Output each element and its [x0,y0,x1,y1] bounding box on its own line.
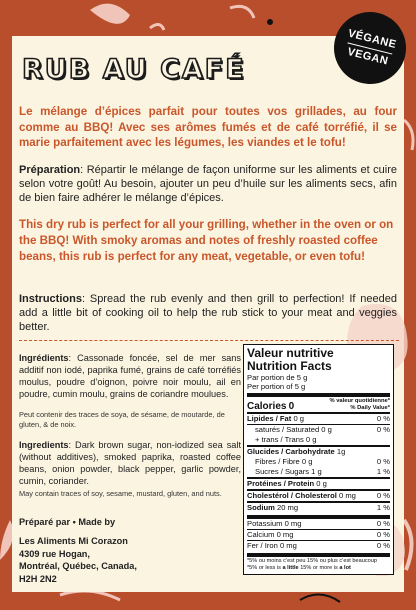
nutrient-amount: 0 g [305,435,317,444]
nutrient-amount: 0 g [316,479,327,488]
footnote-fr: *5% ou moins c’est peu 15% ou plus c’est beaucoup [247,558,377,564]
badge-fr: VÉGANE [346,26,398,51]
nutrient-label: Potassium [247,519,283,528]
nutrition-row [247,479,390,489]
nutrient-daily-value: 1 % [376,503,390,512]
nutrient-label: Sucres / Sugars [255,467,310,476]
preparation-fr [19,163,397,205]
nutrient-daily-value: 0 % [376,491,390,500]
company-address [19,535,241,585]
portion-en: Per portion of 5 g [247,382,306,391]
calories-value: 0 [288,401,295,412]
nutrient-label: saturés / Saturated [255,425,320,434]
allergens-fr: Peut contenir des traces de soya, de sésame, de moutarde, de gluten, & de noix. [19,410,225,429]
ingredients-fr-text: : Cassonade foncée, sel de mer sans additif non iodé, paprika fumé, grains de café torréfiés moulus, poudre d’oignon, poivre noir moulu, ail en poudre, cumin moulu, grains de coriandre moulues. [19,353,241,399]
nutrient-amount: 20 mg [276,503,299,512]
ingredients-en-text: : Dark brown sugar, non-iodized sea salt (without additives), smoked paprika, roasted coffee beans, onion powder, black pepper, garlic powder, cumin, coriander. [19,440,241,486]
calories-label: Calories [247,401,287,412]
company-city: Montréal, Québec, Canada, [19,561,137,571]
nutrient-label: Cholestérol / Cholesterol [247,491,337,500]
nutrient-amount: 0 g [301,457,313,466]
nutrition-row [247,457,390,467]
nutrient-daily-value: 1 % [376,467,390,476]
section-divider [19,340,399,341]
company-street: 4309 rue Hogan, [19,548,90,559]
nutrient-amount: 0 g [321,425,332,434]
nutrition-row [247,467,390,477]
ingredients-fr-label: Ingrédients [19,353,69,363]
nutrition-row [247,447,390,457]
nutrient-amount: 0 g [293,414,304,423]
nutrition-row [247,503,390,513]
nutrition-title-en: Nutrition Facts [247,359,332,373]
footnote-en-part1: *5% or less is [247,564,281,571]
footnote-en-part2: a little [282,564,299,571]
ingredients-en [19,439,241,487]
description-fr: Le mélange d’épices parfait pour toutes vos grillades, au four comme au BBQ! Avec ses arômes fumés et de café torréfié, il se marie parfaitement avec les légumes, les viandes et le tofu! [19,105,397,149]
nutrient-daily-value: 0 % [376,519,390,528]
nutrient-label: Protéines / Protein [247,479,315,488]
nutrient-amount: 1 g [311,467,322,476]
made-by [19,516,241,528]
preparation-label: Préparation [19,164,81,176]
nutrient-label: Fibres / Fibre [255,457,300,466]
nutrient-label: Fer / Iron [247,541,278,550]
nutrient-daily-value: 0 % [376,457,390,466]
footnote-en [247,565,390,572]
nutrition-row [247,491,390,501]
label-card [12,36,404,592]
nutrient-label: Glucides / Carbohydrate [247,447,335,456]
nutrition-row [247,414,390,424]
ingredients-en-label: Ingredients [19,440,69,450]
instructions-en [19,292,397,334]
instructions-text: : Spread the rub evenly and then grill to perfection! If needed add a little bit of cooking oil to help the rub stick to your meat and veggies better. [19,293,397,333]
nutrient-daily-value: 0 % [376,425,390,434]
nutrition-row [247,541,390,551]
nutrient-amount: 1g [336,447,346,456]
nutrient-daily-value: 0 % [376,414,390,423]
badge-en: VEGAN [346,45,390,68]
portion-fr: Par portion de 5 g [247,373,308,382]
nutrient-amount: 0 mg [279,541,297,550]
nutrition-row [247,425,390,435]
nutrient-label: Lipides / Fat [247,414,292,423]
company-name: Les Aliments Mi Corazon [19,536,128,546]
product-title: RUB AU CAFÉ [22,54,246,85]
nutrition-row [247,519,390,529]
nutrient-label: Sodium [247,503,275,512]
preparation-text: : Répartir le mélange de façon uniforme sur les aliments et cuire selon votre goût! Au besoin, ajouter un peu d’huile sur les aliments secs, afin de bien faire adhérer le mélange d’épices. [19,164,397,204]
nutrient-amount: 0 mg [276,530,294,539]
nutrient-amount: 0 mg [339,491,356,500]
instructions-label: Instructions [19,293,82,305]
nutrient-label: Calcium [247,530,275,539]
nutrient-amount: 0 mg [284,519,302,528]
nutrient-daily-value: 0 % [376,541,390,550]
nutrition-row [247,530,390,540]
dv-header-fr: % valeur quotidienne* [329,398,390,404]
description-en: This dry rub is perfect for all your grilling, whether in the oven or on the BBQ! With smoky aromas and notes of freshly roasted coffee beans, this rub is perfect for any meat, vegetable, or even tofu! [19,218,394,263]
allergens-en: May contain traces of soy, sesame, mustard, gluten, and nuts. [19,489,222,498]
nutrition-title-fr: Valeur nutritive [247,346,334,360]
nutrition-facts-table [243,344,394,575]
nutrition-row [247,435,390,445]
nutrition-rows [247,414,390,551]
ingredients-fr [19,352,241,400]
footnote-en-part3: 15% or more is [300,564,338,571]
made-by-label: Préparé par • Made by [19,517,116,527]
nutrient-daily-value: 0 % [376,530,390,539]
dv-header-en: % Daily Value* [350,405,390,411]
footnote-en-part4: a lot [339,564,351,571]
company-postal: H2H 2N2 [19,573,57,584]
nutrient-label: + trans / Trans [255,435,304,444]
